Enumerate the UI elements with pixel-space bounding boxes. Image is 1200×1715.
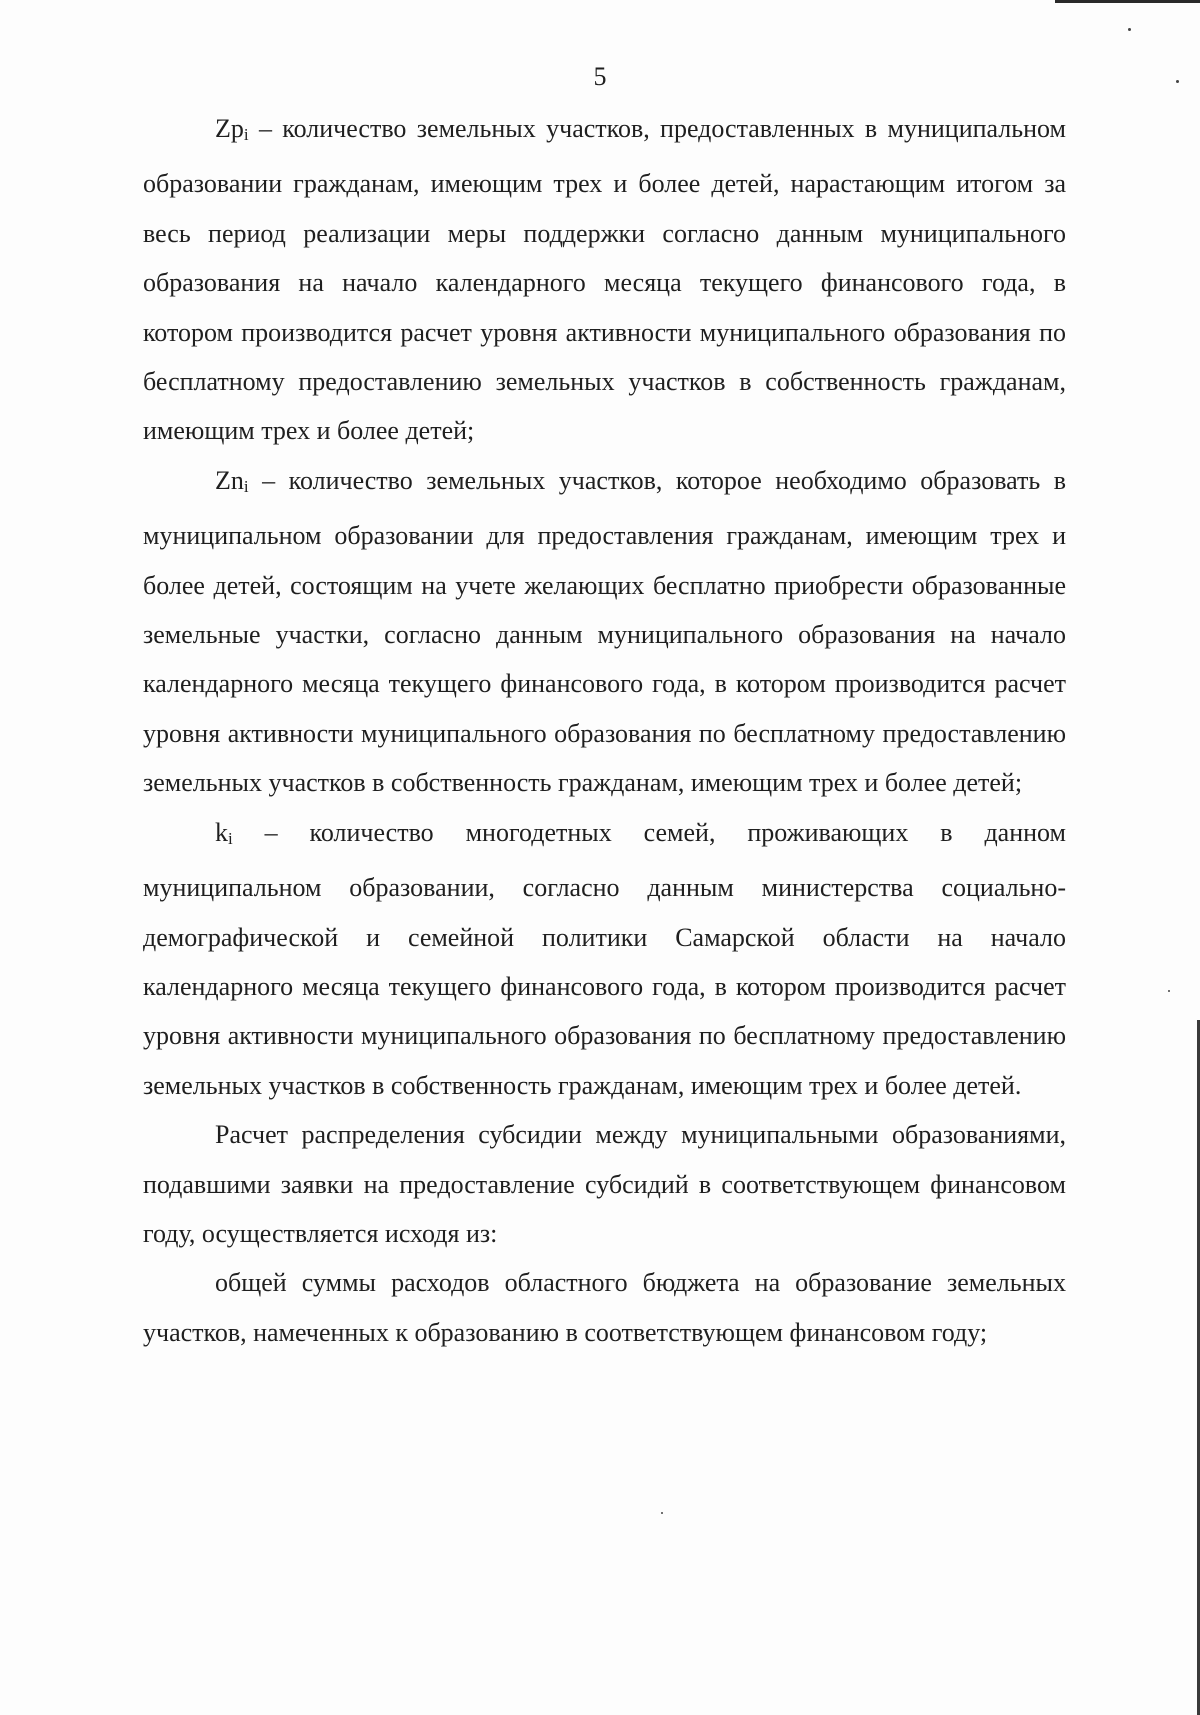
page-number: 5 — [593, 62, 607, 91]
variable-symbol: k — [215, 817, 228, 847]
definition-text: – количество земельных участков, предоставленных в муниципальном образовании гражданам, имеющим трех и более детей, нарастающим итогом за весь период реализации меры поддержки согласно данным муниципального образования на начало календарного месяца текущего финансового года, в котором производится расчет уровня активности муниципального образования по бесплатному предоставлению земельных участков в собственность гражданам, имеющим трех и более детей; — [143, 114, 1066, 446]
scan-speck — [1128, 28, 1131, 31]
variable-subscript: i — [243, 476, 249, 496]
body-text — [143, 104, 1066, 1357]
variable-symbol: Zn — [215, 465, 244, 495]
definition-zp — [143, 104, 1066, 456]
scan-speck — [1168, 990, 1170, 992]
variable-subscript: i — [228, 828, 233, 848]
definition-k — [143, 808, 1066, 1110]
variable-symbol: Zp — [215, 114, 244, 143]
paragraph-distribution: Расчет распределения субсидии между муниципальными образованиями, подавшими заявки на предоставление субсидий в соответствующем финансовом году, осуществляется исходя из: — [143, 1120, 1066, 1248]
definition-text: – количество многодетных семей, проживающих в данном муниципальном образовании, согласно данным министерства социально-демографической и семейной политики Самарской области на начало календарного месяца текущего финансового года, в котором производится расчет уровня активности муниципального образования по бесплатному предоставлению земельных участков в собственность гражданам, имеющим трех и более детей. — [143, 817, 1066, 1100]
variable-subscript: i — [243, 125, 249, 144]
scan-speck — [661, 1512, 663, 1514]
paragraph-total-expenses: общей суммы расходов областного бюджета на образование земельных участков, намеченных к образованию в соответствующем финансовом году; — [143, 1268, 1066, 1347]
definition-zn — [143, 456, 1066, 808]
scan-edge-top — [1055, 0, 1200, 3]
definition-text: – количество земельных участков, которое необходимо образовать в муниципальном образовании для предоставления гражданам, имеющим трех и более детей, состоящим на учете желающих бесплатно приобрести образованные земельные участки, согласно данным муниципального образования на начало календарного месяца текущего финансового года, в котором производится расчет уровня активности муниципального образования по бесплатному предоставлению земельных участков в собственность гражданам, имеющим трех и более детей; — [143, 465, 1066, 798]
